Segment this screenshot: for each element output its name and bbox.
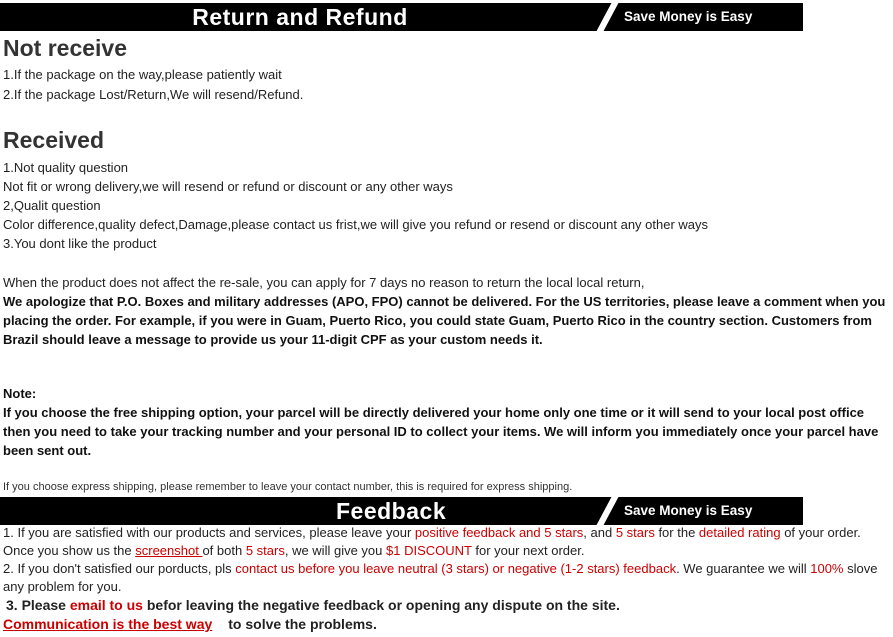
- text: of your order. Once you show us the: [3, 525, 861, 558]
- banner-slogan: Save Money is Easy: [624, 503, 753, 518]
- text: 2. If you don't satisfied our porducts, pls: [3, 561, 236, 576]
- text: 3. Please: [6, 597, 70, 613]
- express-shipping-note: If you choose express shipping, please remember to leave your contact number, this is required for express shipping.: [3, 481, 573, 493]
- banner-title: Return and Refund: [192, 4, 408, 30]
- received-line-3: 2,Qualit question: [3, 198, 101, 213]
- banner-title: Feedback: [336, 498, 447, 524]
- text: for your next order.: [471, 543, 585, 558]
- address-policy-paragraph: We apologize that P.O. Boxes and military addresses (APO, FPO) cannot be delivered. For the US territories, please leave a comment when you placing the order. For example, if you were in Guam, Puerto Rico, you could state Guam, Puerto Rico in the country section. Customers from Brazil should leave a message to provide us your 11-digit CPF as your custom needs it.: [3, 294, 886, 347]
- feedback-paragraph-4: [3, 616, 377, 632]
- feedback-banner: [0, 497, 803, 525]
- text: slove any problem for you.: [3, 561, 878, 594]
- feedback-paragraph-3: [6, 597, 620, 613]
- text: to solve the problems.: [228, 616, 377, 632]
- feedback-paragraph-1: [3, 524, 888, 560]
- text: 1. If you are satisfied with our products and services, please leave your: [3, 525, 415, 540]
- note-label: Note:: [3, 386, 37, 401]
- received-line-4: Color difference,quality defect,Damage,please contact us frist,we will give you refund or resend or discount any other ways: [3, 217, 709, 232]
- communication-link[interactable]: Communication is the best way: [3, 616, 213, 632]
- not-receive-line-2: 2.If the package Lost/Return,We will resend/Refund.: [3, 87, 304, 102]
- text: for the: [654, 525, 699, 540]
- banner-slogan: Save Money is Easy: [624, 9, 753, 24]
- screenshot-link[interactable]: screenshot: [135, 543, 203, 558]
- note-paragraph: If you choose the free shipping option, your parcel will be directly delivered your home only one time or it will send to your local post office then you need to take your tracking number and your personal ID to collect your items. We will inform you immediately once your parcel have been sent out.: [3, 405, 879, 458]
- return-refund-banner: [0, 3, 803, 31]
- highlight-5-stars: 5 stars: [245, 543, 285, 558]
- text: . We guarantee we will: [676, 561, 811, 576]
- email-us-link[interactable]: email to us: [69, 597, 143, 613]
- text: befor leaving the negative feedback or opening any dispute on the site.: [142, 597, 620, 613]
- text: of both: [202, 543, 246, 558]
- received-line-2: Not fit or wrong delivery,we will resend or refund or discount or any other ways: [3, 179, 453, 194]
- highlight-positive-feedback: positive feedback and 5 stars: [414, 525, 584, 540]
- highlight-5-stars: 5 stars: [615, 525, 655, 540]
- highlight-detailed-rating: detailed rating: [698, 525, 781, 540]
- highlight-100-percent: 100%: [810, 561, 844, 576]
- highlight-discount: $1 DISCOUNT: [386, 543, 472, 558]
- feedback-paragraph-2: [3, 560, 888, 596]
- return-policy-line: When the product does not affect the re-sale, you can apply for 7 days no reason to return the local local return,: [3, 275, 645, 290]
- not-receive-line-1: 1.If the package on the way,please patiently wait: [3, 67, 282, 82]
- received-line-1: 1.Not quality question: [3, 160, 129, 175]
- text: , and: [583, 525, 616, 540]
- highlight-contact-us: contact us before you leave neutral (3 stars) or negative (1-2 stars) feedback: [235, 561, 677, 576]
- text: , we will give you: [284, 543, 386, 558]
- received-heading: Received: [3, 127, 105, 153]
- received-line-5: 3.You dont like the product: [3, 236, 157, 251]
- not-receive-heading: Not receive: [3, 35, 128, 61]
